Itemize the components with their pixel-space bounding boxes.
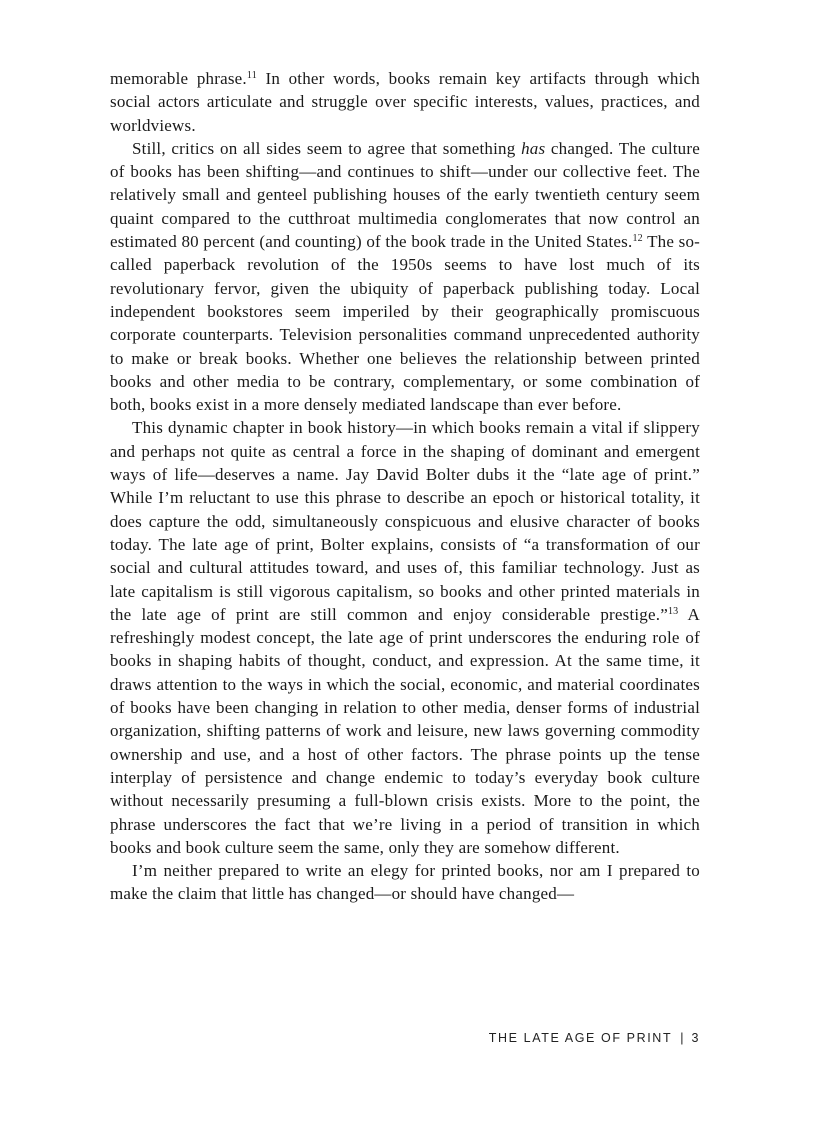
text-run: Still, critics on all sides seem to agree that something — [132, 138, 522, 158]
text-run: This dynamic chapter in book history—in which books remain a vital if slippery and perhaps not quite as central a force in the shaping of dominant and emergent ways of life—deserves a name. Jay David Bolter dubs it the “late age of print.” While I’m reluctant to use this phrase to describe an epoch or historical totality, it does capture the odd, simultaneously conspicuous and elusive character of books today. The late age of print, Bolter explains, consists of “a transformation of our social and cultural attitudes toward, and uses of, this familiar technology. Just as late capitalism is still vigorous capitalism, so books and other printed materials in the late age of print are still common and enjoy considerable prestige.” — [110, 418, 700, 624]
paragraph-4 — [110, 859, 700, 906]
text-run: The so-called paperback revolution of the 1950s seems to have lost much of its revolutionary fervor, given the ubiquity of paperback publishing today. Local independent bookstores seem imperiled by their geographically promiscuous corporate counterparts. Television personalities command unprecedented authority to make or break books. Whether one believes the relationship between printed books and other media to be contrary, complementary, or some combination of both, books exist in a more densely mediated landscape than ever before. — [110, 232, 701, 415]
text-run: In other words, books remain key artifacts through which social actors articulate and struggle over specific interests, values, practices, and worldviews. — [110, 69, 700, 135]
text-run: memorable phrase. — [110, 69, 247, 88]
text-run: A refreshingly modest concept, the late age of print underscores the enduring role of books in shaping habits of thought, conduct, and expression. At the same time, it draws attention to the ways in which the social, economic, and material coordinates of books have been changing in relation to other media, denser forms of industrial organization, shifting patterns of work and leisure, new laws governing commodity ownership and use, and a host of other factors. The phrase points up the tense interplay of persistence and change endemic to today’s everyday book culture without necessarily presuming a full-blown crisis exists. More to the point, the phrase underscores the fact that we’re living in a period of transition in which books and book culture seem the same, only they are somehow different. — [110, 604, 700, 857]
text-run: changed. The culture of books has been shifting—and continues to shift—under our collective feet. The relatively small and genteel publishing houses of the early twentieth century seem quaint compared to the cutthroat multimedia conglomerates that now control an estimated 80 percent (and counting) of the book trade in the United States. — [110, 138, 700, 252]
running-head: THE LATE AGE OF PRINT — [488, 1031, 673, 1045]
footnote-ref-12[interactable]: 12 — [632, 233, 643, 245]
paragraph-1 — [110, 67, 700, 137]
paragraph-3 — [110, 416, 700, 859]
footnote-ref-11[interactable]: 11 — [246, 70, 257, 81]
page-number: 3 — [691, 1031, 700, 1045]
paragraph-2 — [110, 137, 700, 417]
page-footer — [110, 1031, 700, 1045]
text-run: I’m neither prepared to write an elegy for printed books, nor am I prepared to make the claim that little has changed—or should have changed— — [110, 861, 700, 904]
footnote-ref-13[interactable]: 13 — [667, 605, 679, 617]
footer-separator: | — [680, 1031, 684, 1045]
emphasis-has: has — [521, 138, 546, 158]
body-text — [110, 67, 700, 906]
